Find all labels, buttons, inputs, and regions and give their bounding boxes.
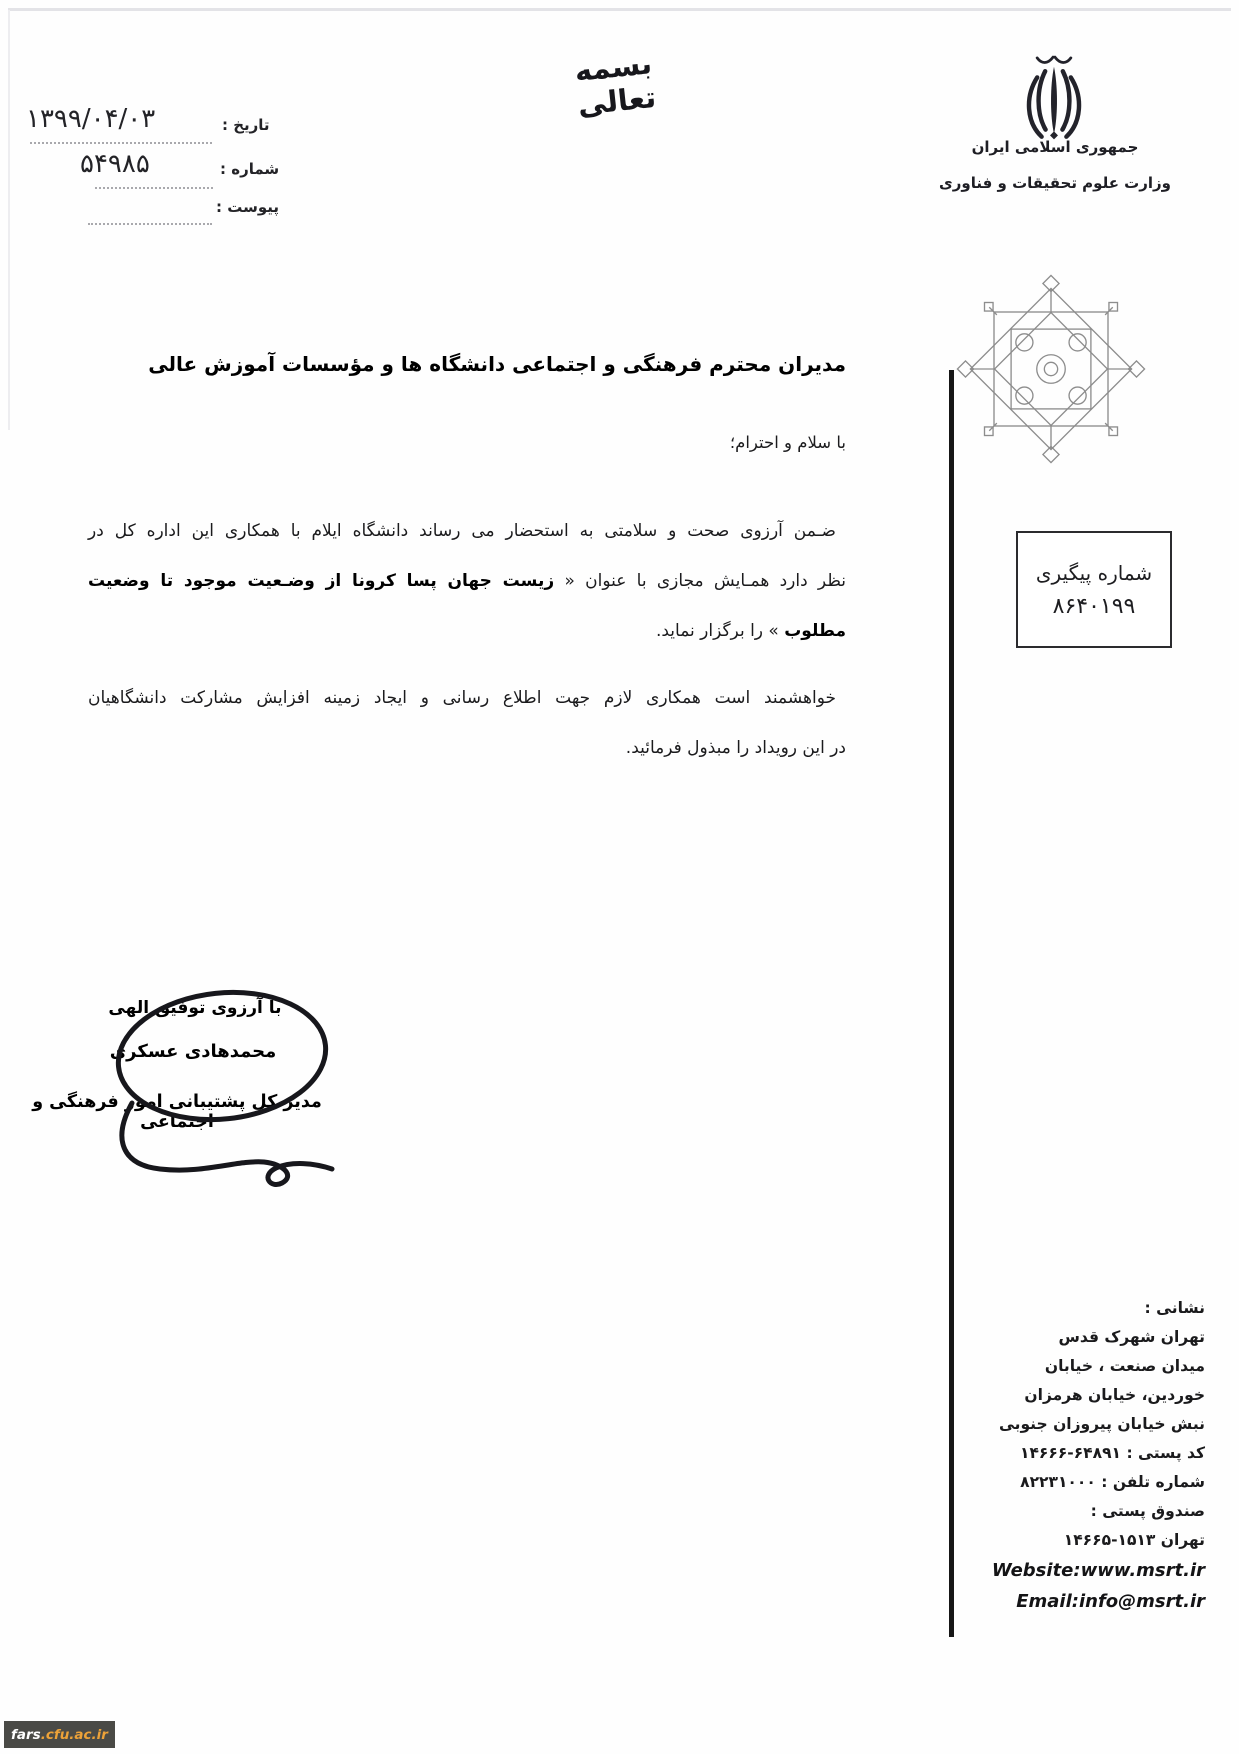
signer-title: مدیر کل پشتیبانی امور فرهنگی و اجتماعی <box>32 1092 322 1132</box>
address-line-4: نبش خیابان پیروزان جنوبی <box>998 1415 1205 1433</box>
ornament-medallion-icon <box>956 274 1146 468</box>
postal-code-line: کد پستی : ۱۴۶۶۶-۶۴۸۹۱ <box>1019 1444 1205 1462</box>
date-value: ۱۳۹۹/۰۴/۰۳ <box>26 104 156 134</box>
website-line: Website:www.msrt.ir <box>991 1560 1205 1581</box>
salutation: با سلام و احترام؛ <box>729 433 846 452</box>
iran-emblem-icon <box>1014 50 1094 146</box>
email-line: Email:info@msrt.ir <box>1016 1591 1205 1612</box>
watermark-suffix: .cfu.ac.ir <box>40 1726 108 1743</box>
ministry-name: وزارت علوم تحقیقات و فناوری <box>939 174 1171 192</box>
address-label: نشانی : <box>1144 1299 1205 1317</box>
address-line-1: تهران شهرک قدس <box>1058 1328 1205 1346</box>
paragraph-2-line-1: خواهشمند است همکاری لازم جهت اطلاع رسانی و ایجاد زمینه افزایش مشارکت دانشگاهیان <box>88 688 836 708</box>
number-label: شماره : <box>220 160 280 178</box>
country-name: جمهوری اسلامی ایران <box>971 138 1139 156</box>
recipient-heading: مدیران محترم فرهنگی و اجتماعی دانشگاه ها و مؤسسات آموزش عالی <box>148 352 846 376</box>
tracking-label: شماره پیگیری <box>1035 560 1153 585</box>
attachment-label: پیوست : <box>216 198 280 216</box>
paragraph-2-line-2: در این رویداد را مبذول فرمائید. <box>625 738 846 758</box>
paragraph-1 <box>88 506 846 656</box>
pobox-line: تهران ۱۴۶۶۵-۱۵۱۳ <box>1063 1531 1205 1549</box>
paragraph-2 <box>88 673 846 773</box>
letter-body <box>88 0 846 800</box>
tracking-value: ۸۶۴۰۱۹۹ <box>1052 593 1136 619</box>
handwritten-signature <box>88 963 418 1218</box>
date-label: تاریخ : <box>222 116 270 134</box>
bismillah-calligraphy: بسمه تعالی <box>572 46 658 122</box>
number-value: ۵۴۹۸۵ <box>80 149 150 179</box>
phone-line: شماره تلفن : ۸۲۲۳۱۰۰۰ <box>1020 1473 1205 1491</box>
footer-address-block <box>858 1294 1205 1617</box>
site-watermark <box>4 1721 115 1748</box>
paragraph-1-line-2: نظر دارد همـایش مجازی با عنوان « زیست جهان پسا کرونا از وضـعیت موجود تا وضعیت <box>88 571 846 591</box>
watermark-prefix: fars <box>11 1726 41 1743</box>
address-line-2: میدان صنعت ، خیابان <box>1044 1357 1205 1375</box>
paragraph-1-line-3: مطلوب » را برگزار نماید. <box>655 621 846 641</box>
paragraph-1-line-1: ضـمن آرزوی صحت و سلامتی به استحضار می رساند دانشگاه ایلام با همکاری این اداره کل در <box>88 521 836 541</box>
signer-name: محمدهادی عسکری <box>109 1041 277 1062</box>
signature-closing: با آرزوی توفیق الهی <box>108 998 282 1018</box>
address-line-3: خوردین، خیابان هرمزان <box>1024 1386 1205 1404</box>
pobox-label: صندوق پستی : <box>1090 1502 1205 1520</box>
tracking-number-box <box>1016 531 1172 648</box>
scan-left-border <box>8 10 10 430</box>
